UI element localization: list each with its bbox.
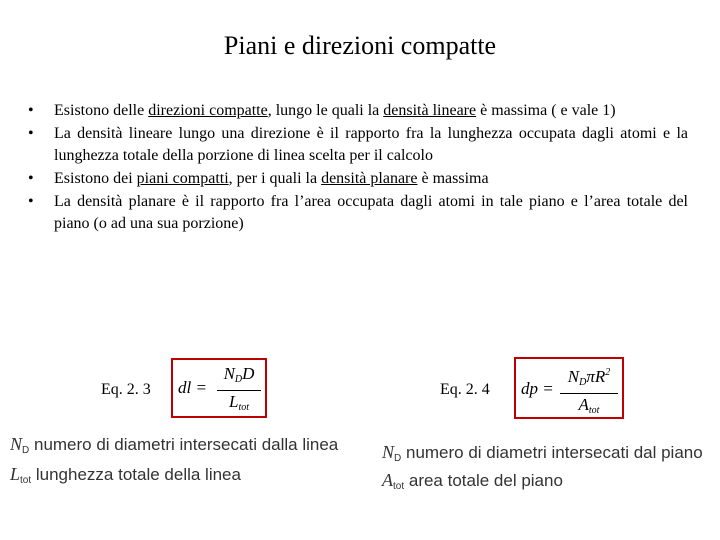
bullet-dot: •	[28, 170, 34, 187]
bullet-item	[28, 191, 688, 235]
bullet-text-part: è massima	[417, 170, 489, 187]
bullet-item	[28, 168, 688, 190]
eq-2-4-box	[514, 357, 624, 419]
bullet-text-part: , lungo le quali la	[267, 102, 384, 119]
bullet-item	[28, 123, 688, 167]
bullet-text-part: , per i quali la	[228, 170, 322, 187]
def-symbol: N	[10, 434, 23, 454]
def-sub: D	[22, 445, 30, 456]
eq-2-4-numerator	[560, 363, 618, 393]
eq-2-3-num-rest: D	[242, 364, 255, 383]
bullet-text: La densità planare è il rapporto fra l’area occupata dagli atomi in tale piano e l’area totale del piano (o ad una sua porzione)	[54, 193, 688, 232]
eq-2-3-num-symbol: N	[223, 364, 235, 383]
def-text: lunghezza totale della linea	[35, 465, 241, 484]
def-text: area totale del piano	[408, 471, 563, 490]
eq-2-4-den-sub: tot	[588, 405, 600, 416]
def-symbol: L	[10, 464, 21, 484]
bullet-dot: •	[28, 125, 34, 142]
bullet-dot: •	[28, 193, 34, 210]
eq-2-3-den-sub: tot	[238, 402, 250, 413]
eq-2-3-box	[171, 358, 267, 418]
definition-nd-plane	[382, 442, 703, 464]
bullet-text: La densità lineare lungo una direzione è il rapporto fra la lunghezza occupata dagli atomi e la lunghezza totale della porzione di linea scelta per il calcolo	[54, 125, 688, 164]
eq-2-4-num-sub: D	[579, 377, 587, 388]
def-symbol: A	[382, 470, 393, 490]
definition-ltot	[10, 464, 241, 486]
slide-title: Piani e direzioni compatte	[223, 31, 497, 60]
eq-2-3-label: Eq. 2. 3	[101, 381, 151, 398]
def-symbol: N	[382, 442, 395, 462]
term-densita-planare: densità planare	[321, 170, 418, 187]
eq-2-4-den-symbol: A	[578, 395, 589, 414]
eq-2-4-num-mid: πR	[586, 367, 606, 386]
eq-2-4-num-sup: 2	[605, 367, 611, 378]
term-densita-lineare: densità lineare	[383, 102, 477, 119]
bullet-text-part: Esistono dei	[54, 170, 137, 187]
definition-atot	[382, 470, 563, 492]
eq-2-3-num-sub: D	[234, 374, 243, 385]
bullet-text-part: Esistono delle	[54, 102, 149, 119]
bullet-text-part: è massima ( e vale 1)	[476, 102, 616, 119]
definition-nd-line	[10, 434, 338, 456]
eq-2-4-lhs: dp =	[521, 379, 554, 398]
def-sub: D	[394, 453, 402, 464]
def-text: numero di diametri intersecati dal piano	[405, 443, 703, 462]
def-sub: tot	[20, 475, 32, 486]
eq-2-4-num-symbol: N	[567, 367, 580, 386]
eq-2-3-den-symbol: L	[228, 392, 239, 411]
bullet-item	[28, 100, 688, 122]
eq-2-4-denominator	[560, 394, 618, 422]
bullet-list	[28, 100, 688, 236]
eq-2-4-fraction	[560, 363, 618, 422]
term-direzioni-compatte: direzioni compatte	[148, 102, 268, 119]
term-piani-compatti: piani compatti	[136, 170, 229, 187]
def-text: numero di diametri intersecati dalla linea	[33, 435, 339, 454]
def-sub: tot	[393, 481, 405, 492]
eq-2-3-lhs: dl =	[178, 378, 207, 397]
eq-2-3-denominator	[217, 391, 261, 419]
eq-2-3-fraction	[217, 364, 261, 419]
eq-2-3-numerator	[217, 364, 261, 390]
eq-2-4-label: Eq. 2. 4	[440, 381, 490, 398]
bullet-dot: •	[28, 102, 34, 119]
